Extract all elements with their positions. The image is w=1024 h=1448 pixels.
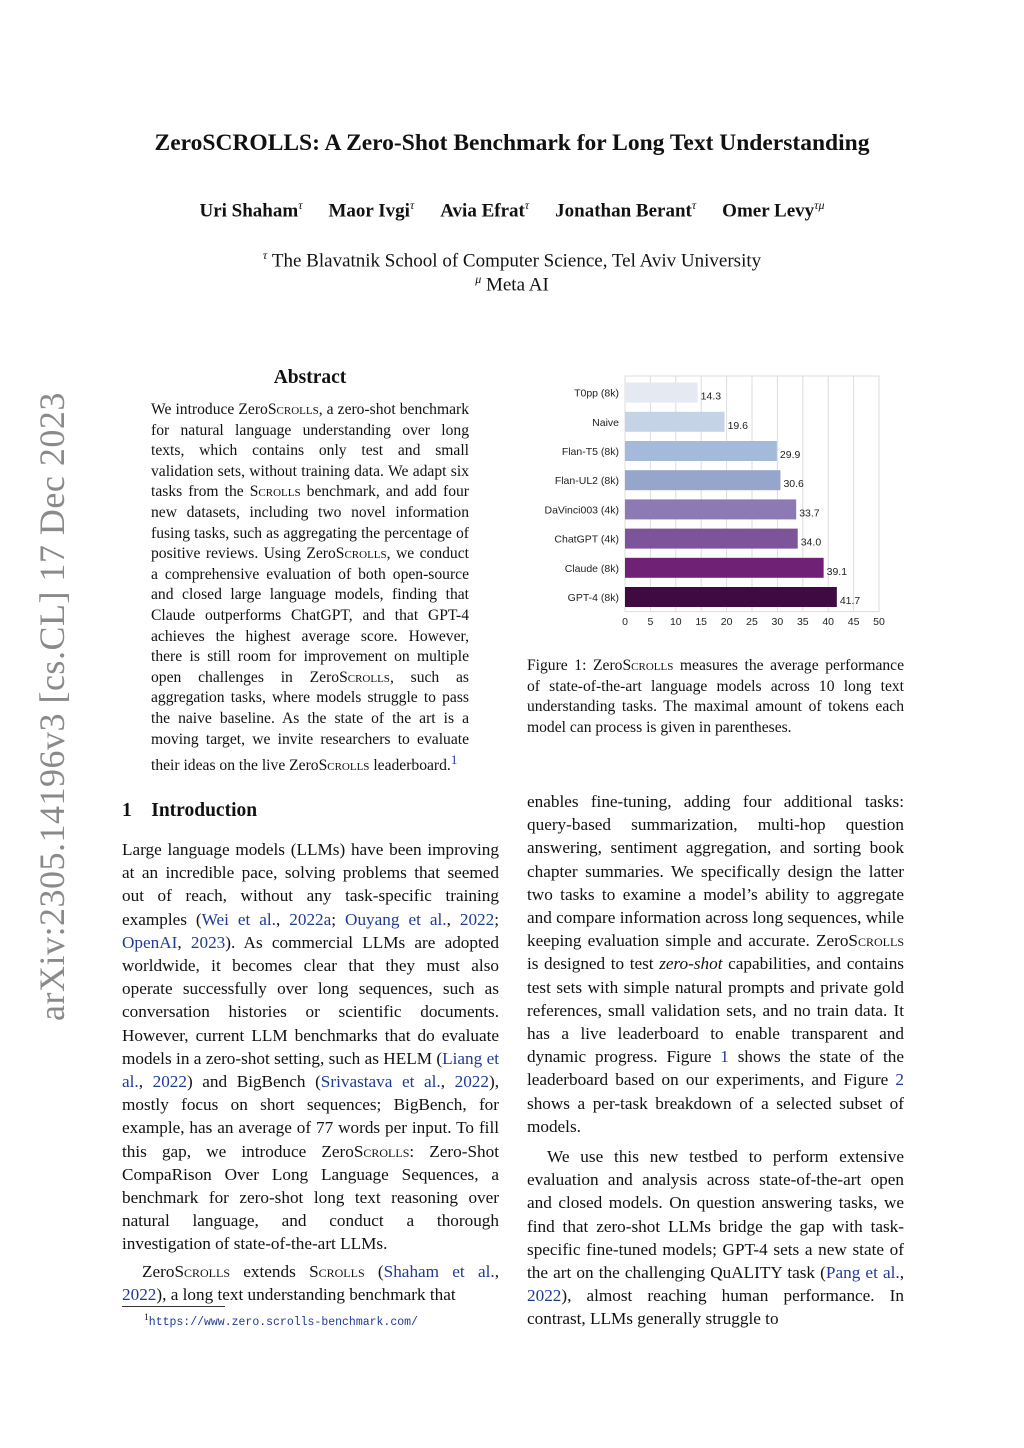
citation-link[interactable]: 2022 bbox=[454, 1072, 489, 1092]
category-label: DaVinci003 (4k) bbox=[544, 504, 619, 517]
category-label: T0pp (8k) bbox=[574, 387, 619, 400]
bar bbox=[625, 558, 824, 578]
category-label: Flan-T5 (8k) bbox=[561, 446, 619, 458]
footnote-url-link[interactable]: https://www.zero.scrolls-benchmark.com/ bbox=[148, 1315, 418, 1329]
x-tick-label: 40 bbox=[822, 616, 835, 628]
citation-link[interactable]: 2022 bbox=[122, 1284, 157, 1304]
x-tick-label: 45 bbox=[847, 616, 860, 628]
affiliation: $^\tau$ The Blavatnik School of Computer Science, Tel Aviv University bbox=[262, 248, 762, 272]
citation-link[interactable]: Srivastava et al. bbox=[320, 1072, 441, 1092]
footnote: $^1$https://www.zero.scrolls-benchmark.com/ bbox=[144, 1312, 418, 1329]
x-tick-label: 20 bbox=[720, 616, 733, 628]
x-tick-label: 25 bbox=[746, 616, 758, 628]
figure-caption: Figure 1: ZeroScrolls measures the average performance of state-of-the-art language models across 10 long text understanding tasks. The maximal amount of tokens each model can process is given in parentheses. bbox=[527, 657, 905, 736]
left-column-text bbox=[122, 838, 499, 1306]
x-tick-label: 5 bbox=[647, 616, 654, 628]
right-column-text bbox=[527, 790, 904, 1331]
abstract-heading: Abstract bbox=[273, 367, 347, 388]
paragraph: enables fine-tuning, adding four additional tasks: query-based summarization, multi-hop question answering, sentiment aggregation, and sorting book chapter summaries. We specifically design the latter two tasks to examine a model’s ability to aggregate and compare information across long sequences, while keeping evaluation simple and accurate. ZeroScrolls is designed to test zero-shot capabilities, and contains test sets with simple natural prompts and private gold references, small validation sets, and no train data. It has a live leaderboard to enable transparent and dynamic progress. Figure 1 shows the state of the leaderboard based on our experiments, and Figure 2 shows a per-task breakdown of a selected subset of models. bbox=[527, 792, 904, 1136]
x-tick-label: 50 bbox=[873, 616, 885, 628]
bar bbox=[625, 529, 798, 549]
value-label: 14.3 bbox=[700, 390, 722, 403]
value-label: 41.7 bbox=[839, 595, 861, 607]
citation-link[interactable]: 2022 bbox=[527, 1286, 562, 1306]
author: Uri Shaham$^\tau$ bbox=[199, 198, 303, 222]
citation-link[interactable]: 2022a bbox=[289, 909, 332, 929]
section-heading-introduction: 1 Introduction bbox=[122, 800, 258, 821]
value-label: 39.1 bbox=[826, 565, 848, 578]
category-label: ChatGPT (4k) bbox=[554, 533, 619, 546]
category-label: GPT-4 (8k) bbox=[567, 592, 619, 604]
category-label: Claude (8k) bbox=[564, 562, 619, 575]
value-label: 34.0 bbox=[800, 536, 822, 549]
value-label: 29.9 bbox=[779, 449, 801, 461]
value-label: 19.6 bbox=[727, 419, 749, 432]
author: Omer Levy$^{\tau\mu}$ bbox=[722, 198, 825, 222]
paragraph: We use this new testbed to perform extensive evaluation and analysis across state-of-the-art open and closed models. On question answering tasks, we find that zero-shot LLMs bridge the gap with task-specific fine-tuned models; GPT-4 sets a new state of the art on the challenging QuALITY task (Pang et al., 2022), almost reaching human performance. In contrast, LLMs generally struggle to bbox=[527, 1147, 904, 1329]
value-label: 33.7 bbox=[799, 507, 820, 520]
paragraph: ZeroScrolls extends Scrolls (Shaham et al., 2022), a long text understanding benchmark that bbox=[122, 1261, 499, 1304]
citation-link[interactable]: OpenAI bbox=[122, 932, 178, 952]
author: Avia Efrat$^\tau$ bbox=[440, 198, 530, 222]
figure-ref-link[interactable]: 2 bbox=[895, 1070, 904, 1090]
abstract-text: We introduce ZeroScrolls, a zero-shot benchmark for natural language understanding over long texts, which contains only test and small validation sets, without training data. We adapt six tasks from the Scrolls benchmark, and add four new datasets, including two novel information fusing tasks, such as aggregating the percentage of positive reviews. Using ZeroScrolls, we conduct a comprehensive evaluation of both open-source and closed large language models, finding that Claude outperforms ChatGPT, and that GPT-4 achieves the highest average score. However, there is still room for improvement on multiple open challenges in ZeroScrolls, such as aggregation tasks, where models struggle to pass the naive baseline. As the state of the art is a moving target, we invite researchers to evaluate their ideas on the live ZeroScrolls leaderboard.$^1$ bbox=[151, 401, 470, 775]
bar bbox=[625, 470, 780, 490]
category-label: Flan-UL2 (8k) bbox=[554, 475, 619, 488]
value-label: 30.6 bbox=[783, 478, 804, 491]
x-tick-label: 30 bbox=[771, 616, 784, 628]
bar bbox=[625, 383, 698, 403]
citation-link[interactable]: Ouyang et al. bbox=[345, 909, 447, 929]
author: Maor Ivgi$^\tau$ bbox=[328, 198, 415, 222]
figure-ref-link[interactable]: 1 bbox=[720, 1047, 729, 1067]
x-tick-label: 0 bbox=[622, 616, 628, 628]
citation-link[interactable]: Wei et al. bbox=[201, 909, 276, 929]
citation-link[interactable]: 2023 bbox=[190, 932, 226, 952]
x-tick-label: 15 bbox=[695, 616, 708, 628]
leaderboard-bar-chart bbox=[522, 370, 892, 632]
affiliation: $^\mu$ Meta AI bbox=[475, 272, 549, 296]
citation-link[interactable]: 2022 bbox=[152, 1072, 187, 1092]
bar bbox=[625, 499, 796, 519]
author: Jonathan Berant$^\tau$ bbox=[555, 198, 697, 222]
paper-title: ZeroSCROLLS: A Zero-Shot Benchmark for Long Text Understanding bbox=[154, 130, 870, 156]
x-tick-label: 35 bbox=[796, 616, 809, 628]
citation-link[interactable]: Shaham et al. bbox=[383, 1261, 495, 1281]
citation-link[interactable]: Liang et al. bbox=[122, 1048, 499, 1092]
bar bbox=[625, 441, 777, 461]
bar bbox=[625, 412, 725, 432]
paragraph: Large language models (LLMs) have been improving at an incredible pace, solving problems that seemed out of reach, without any task-specific training examples (Wei et al., 2022a; Ouyang et al., 2022; OpenAI, 2023). As commercial LLMs are adopted worldwide, it becomes clear that they must also operate successfully over long sequences, such as conversation histories or scientific documents. However, current LLM benchmarks that do evaluate models in a zero-shot setting, such as HELM (Liang et al., 2022) and BigBench (Srivastava et al., 2022), mostly focus on short sequences; BigBench, for example, has an average of 77 words per input. To fill this gap, we introduce ZeroScrolls: Zero-Shot CompaRison Over Long Language Sequences, a benchmark for zero-shot long text reasoning over natural language, and conduct a thorough investigation of state-of-the-art LLMs. bbox=[122, 840, 500, 1254]
author-list bbox=[0, 198, 1024, 222]
citation-link[interactable]: Pang et al. bbox=[825, 1263, 900, 1283]
citation-link[interactable]: 2022 bbox=[459, 909, 495, 929]
bar bbox=[625, 587, 837, 607]
footnote-marker[interactable]: 1 bbox=[450, 752, 458, 768]
footnote-rule bbox=[122, 1306, 225, 1307]
category-label: Naive bbox=[592, 416, 619, 429]
arxiv-stamp: arXiv:2305.14196v3 [cs.CL] 17 Dec 2023 bbox=[32, 392, 72, 1021]
x-tick-label: 10 bbox=[669, 616, 682, 628]
